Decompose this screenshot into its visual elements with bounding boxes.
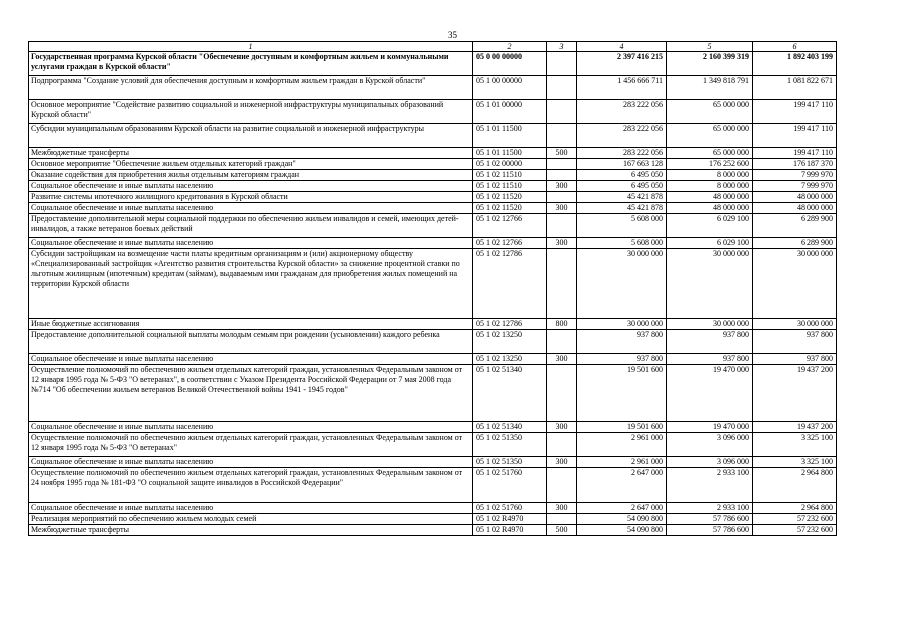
row-code: 05 1 02 R4970	[473, 514, 547, 525]
row-amount-year-3: 3 325 100	[753, 433, 837, 457]
row-name: Социальное обеспечение и иные выплаты населению	[29, 181, 473, 192]
row-name: Государственная программа Курской области "Обеспечение доступным и комфортным жильем и коммунальными услугами граждан в Курской области"	[29, 52, 473, 76]
row-name: Социальное обеспечение и иные выплаты населению	[29, 422, 473, 433]
row-amount-year-2: 8 000 000	[667, 170, 753, 181]
row-amount-year-1: 2 961 000	[577, 457, 667, 468]
row-amount-year-1: 283 222 056	[577, 124, 667, 148]
row-expense-type	[547, 433, 577, 457]
row-amount-year-2: 2 933 100	[667, 468, 753, 503]
row-amount-year-2: 937 800	[667, 354, 753, 365]
header-col-3: 3	[547, 42, 577, 52]
row-amount-year-3: 937 800	[753, 330, 837, 354]
table-row	[29, 422, 837, 433]
row-code: 05 1 01 00000	[473, 100, 547, 124]
row-amount-year-3: 30 000 000	[753, 319, 837, 330]
row-code: 05 1 02 11510	[473, 170, 547, 181]
row-amount-year-1: 283 222 056	[577, 148, 667, 159]
table-row	[29, 525, 837, 536]
row-amount-year-1: 2 397 416 215	[577, 52, 667, 76]
row-amount-year-1: 6 495 050	[577, 170, 667, 181]
row-code: 05 1 02 12766	[473, 214, 547, 238]
row-code: 05 1 02 R4970	[473, 525, 547, 536]
row-expense-type	[547, 170, 577, 181]
table-row	[29, 365, 837, 422]
row-amount-year-3: 199 417 110	[753, 124, 837, 148]
row-amount-year-2: 2 160 399 319	[667, 52, 753, 76]
row-amount-year-3: 199 417 110	[753, 100, 837, 124]
table-row	[29, 503, 837, 514]
table-row	[29, 330, 837, 354]
row-name: Социальное обеспечение и иные выплаты населению	[29, 238, 473, 249]
row-amount-year-1: 937 800	[577, 354, 667, 365]
row-code: 05 1 01 11500	[473, 124, 547, 148]
row-amount-year-1: 19 501 600	[577, 422, 667, 433]
row-code: 05 1 02 11520	[473, 192, 547, 203]
row-amount-year-1: 45 421 878	[577, 192, 667, 203]
row-amount-year-2: 176 252 600	[667, 159, 753, 170]
row-expense-type: 300	[547, 457, 577, 468]
row-name: Осуществление полномочий по обеспечению жильем отдельных категорий граждан, установленных Федеральным законом от 12 января 1995 года № 5-ФЗ "О ветеранах", в соответствии с Указом Президента Российской Федерации от 7 мая 2008 года №714 "Об обеспечении жильем ветеранов Великой Отечественной войны 1941 - 1945 годов"	[29, 365, 473, 422]
row-amount-year-1: 6 495 050	[577, 181, 667, 192]
row-amount-year-2: 65 000 000	[667, 100, 753, 124]
row-amount-year-3: 57 232 600	[753, 514, 837, 525]
row-code: 05 1 00 00000	[473, 76, 547, 100]
row-amount-year-3: 7 999 970	[753, 170, 837, 181]
row-name: Межбюджетные трансферты	[29, 525, 473, 536]
row-amount-year-1: 2 961 000	[577, 433, 667, 457]
row-expense-type: 300	[547, 354, 577, 365]
row-name: Основное мероприятие "Обеспечение жильем отдельных категорий граждан"	[29, 159, 473, 170]
row-amount-year-1: 45 421 878	[577, 203, 667, 214]
table-row	[29, 457, 837, 468]
row-expense-type	[547, 330, 577, 354]
row-code: 05 1 02 12786	[473, 319, 547, 330]
row-code: 05 1 02 13250	[473, 330, 547, 354]
row-amount-year-2: 57 786 600	[667, 525, 753, 536]
row-amount-year-3: 30 000 000	[753, 249, 837, 319]
row-expense-type: 300	[547, 181, 577, 192]
row-amount-year-1: 30 000 000	[577, 319, 667, 330]
row-expense-type: 300	[547, 238, 577, 249]
row-code: 05 1 02 12766	[473, 238, 547, 249]
table-row	[29, 203, 837, 214]
row-amount-year-1: 2 647 000	[577, 503, 667, 514]
row-amount-year-2: 3 096 000	[667, 457, 753, 468]
row-amount-year-2: 937 800	[667, 330, 753, 354]
table-row	[29, 159, 837, 170]
row-amount-year-1: 54 090 800	[577, 525, 667, 536]
row-expense-type	[547, 214, 577, 238]
row-amount-year-1: 5 608 000	[577, 214, 667, 238]
row-name: Социальное обеспечение и иные выплаты населению	[29, 457, 473, 468]
row-amount-year-2: 8 000 000	[667, 181, 753, 192]
row-expense-type	[547, 124, 577, 148]
row-name: Социальное обеспечение и иные выплаты населению	[29, 203, 473, 214]
row-amount-year-3: 2 964 800	[753, 503, 837, 514]
row-amount-year-1: 5 608 000	[577, 238, 667, 249]
table-row	[29, 319, 837, 330]
row-amount-year-3: 48 000 000	[753, 203, 837, 214]
row-amount-year-1: 937 800	[577, 330, 667, 354]
row-name: Осуществление полномочий по обеспечению жильем отдельных категорий граждан, установленных Федеральным законом от 24 ноября 1995 года № 181-ФЗ "О социальной защите инвалидов в Российской Федерации"	[29, 468, 473, 503]
row-amount-year-3: 48 000 000	[753, 192, 837, 203]
row-code: 05 1 02 51350	[473, 457, 547, 468]
row-code: 05 1 02 13250	[473, 354, 547, 365]
row-amount-year-1: 1 456 666 711	[577, 76, 667, 100]
row-expense-type: 300	[547, 503, 577, 514]
header-col-6: 6	[753, 42, 837, 52]
table-row	[29, 214, 837, 238]
budget-table	[28, 41, 837, 536]
row-expense-type	[547, 52, 577, 76]
table-row	[29, 124, 837, 148]
table-row	[29, 468, 837, 503]
row-expense-type	[547, 159, 577, 170]
table-row	[29, 354, 837, 365]
row-amount-year-3: 3 325 100	[753, 457, 837, 468]
row-name: Межбюджетные трансферты	[29, 148, 473, 159]
header-col-1: 1	[29, 42, 473, 52]
header-col-4: 4	[577, 42, 667, 52]
row-amount-year-2: 6 029 100	[667, 214, 753, 238]
table-row	[29, 181, 837, 192]
row-amount-year-2: 19 470 000	[667, 422, 753, 433]
row-amount-year-2: 30 000 000	[667, 249, 753, 319]
row-code: 05 1 01 11500	[473, 148, 547, 159]
header-row	[29, 42, 837, 52]
row-amount-year-3: 19 437 200	[753, 365, 837, 422]
table-row	[29, 100, 837, 124]
row-name: Оказание содействия для приобретения жилья отдельным категориям граждан	[29, 170, 473, 181]
row-name: Предоставление дополнительной меры социальной поддержки по обеспечению жильем инвалидов и семей, имеющих детей-инвалидов, а также ветеранов боевых действий	[29, 214, 473, 238]
row-amount-year-2: 48 000 000	[667, 192, 753, 203]
row-amount-year-3: 19 437 200	[753, 422, 837, 433]
row-amount-year-2: 6 029 100	[667, 238, 753, 249]
row-name: Основное мероприятие "Содействие развитию социальной и инженерной инфраструктуры муниципальных образований Курской области"	[29, 100, 473, 124]
table-row	[29, 238, 837, 249]
row-code: 05 1 02 51350	[473, 433, 547, 457]
row-amount-year-3: 1 081 822 671	[753, 76, 837, 100]
table-row	[29, 52, 837, 76]
row-expense-type: 500	[547, 525, 577, 536]
row-expense-type	[547, 100, 577, 124]
row-amount-year-2: 57 786 600	[667, 514, 753, 525]
row-amount-year-2: 48 000 000	[667, 203, 753, 214]
row-amount-year-3: 1 892 403 199	[753, 52, 837, 76]
row-expense-type	[547, 249, 577, 319]
row-amount-year-1: 30 000 000	[577, 249, 667, 319]
row-amount-year-1: 19 501 600	[577, 365, 667, 422]
row-code: 05 1 02 11520	[473, 203, 547, 214]
row-amount-year-2: 30 000 000	[667, 319, 753, 330]
row-name: Социальное обеспечение и иные выплаты населению	[29, 503, 473, 514]
row-expense-type: 300	[547, 203, 577, 214]
row-amount-year-2: 2 933 100	[667, 503, 753, 514]
row-amount-year-1: 283 222 056	[577, 100, 667, 124]
row-amount-year-3: 937 800	[753, 354, 837, 365]
row-amount-year-1: 54 090 800	[577, 514, 667, 525]
row-expense-type	[547, 468, 577, 503]
row-name: Субсидии муниципальным образованиям Курской области на развитие социальной и инженерной инфраструктуры	[29, 124, 473, 148]
table-row	[29, 76, 837, 100]
table-row	[29, 249, 837, 319]
row-amount-year-1: 2 647 000	[577, 468, 667, 503]
row-expense-type: 800	[547, 319, 577, 330]
row-amount-year-3: 199 417 110	[753, 148, 837, 159]
row-expense-type	[547, 514, 577, 525]
row-code: 05 1 02 51760	[473, 503, 547, 514]
row-name: Иные бюджетные ассигнования	[29, 319, 473, 330]
table-row	[29, 170, 837, 181]
header-col-5: 5	[667, 42, 753, 52]
row-code: 05 1 02 51760	[473, 468, 547, 503]
row-amount-year-3: 57 232 600	[753, 525, 837, 536]
row-code: 05 1 02 12786	[473, 249, 547, 319]
row-name: Социальное обеспечение и иные выплаты населению	[29, 354, 473, 365]
table-header	[29, 42, 837, 52]
row-code: 05 0 00 00000	[473, 52, 547, 76]
row-amount-year-2: 19 470 000	[667, 365, 753, 422]
row-expense-type	[547, 365, 577, 422]
row-amount-year-3: 6 289 900	[753, 214, 837, 238]
row-name: Подпрограмма "Создание условий для обеспечения доступным и комфортным жильем граждан в Курской области"	[29, 76, 473, 100]
table-row	[29, 433, 837, 457]
row-code: 05 1 02 51340	[473, 365, 547, 422]
row-amount-year-3: 6 289 900	[753, 238, 837, 249]
table-row	[29, 192, 837, 203]
row-amount-year-2: 65 000 000	[667, 124, 753, 148]
row-name: Предоставление дополнительной социальной выплаты молодым семьям при рождении (усыновлении) каждого ребенка	[29, 330, 473, 354]
header-col-2: 2	[473, 42, 547, 52]
page-number: 35	[448, 30, 457, 40]
row-amount-year-2: 1 349 818 791	[667, 76, 753, 100]
row-name: Субсидии застройщикам на возмещение части платы кредитным организациям и (или) акционерному обществу «Специализированный застройщик «Агентство развития строительства Курской области» за снижение процентной ставки по льготным жилищным (ипотечным) кредитам (займам), выдаваемым ими гражданам для приобретения жилых помещений на территории Курской области	[29, 249, 473, 319]
row-code: 05 1 02 51340	[473, 422, 547, 433]
table-row	[29, 148, 837, 159]
table-body	[29, 52, 837, 536]
row-code: 05 1 02 00000	[473, 159, 547, 170]
row-expense-type	[547, 192, 577, 203]
row-amount-year-3: 176 187 370	[753, 159, 837, 170]
row-name: Осуществление полномочий по обеспечению жильем отдельных категорий граждан, установленных Федеральным законом от 12 января 1995 года № 5-ФЗ "О ветеранах"	[29, 433, 473, 457]
row-amount-year-1: 167 663 128	[577, 159, 667, 170]
row-code: 05 1 02 11510	[473, 181, 547, 192]
row-name: Развитие системы ипотечного жилищного кредитования в Курской области	[29, 192, 473, 203]
row-expense-type: 300	[547, 422, 577, 433]
row-name: Реализация мероприятий по обеспечению жильем молодых семей	[29, 514, 473, 525]
row-amount-year-3: 2 964 800	[753, 468, 837, 503]
row-amount-year-3: 7 999 970	[753, 181, 837, 192]
table-row	[29, 514, 837, 525]
row-amount-year-2: 3 096 000	[667, 433, 753, 457]
row-expense-type	[547, 76, 577, 100]
row-expense-type: 500	[547, 148, 577, 159]
row-amount-year-2: 65 000 000	[667, 148, 753, 159]
